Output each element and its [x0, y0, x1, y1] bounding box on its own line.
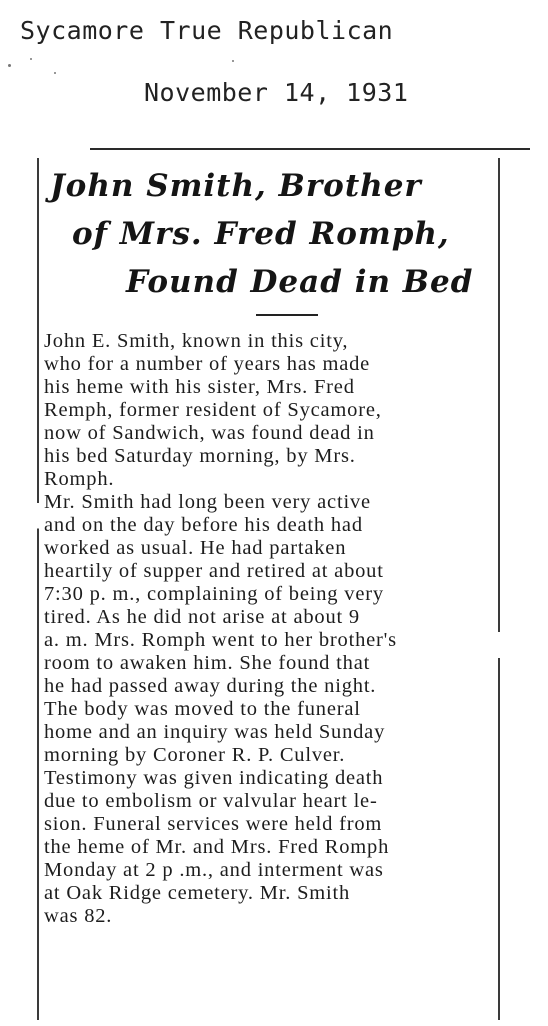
text-line: his heme with his sister, Mrs. Fred [44, 376, 355, 398]
text-line: a. m. Mrs. Romph went to her brother's [44, 629, 397, 651]
text-line: John E. Smith, known in this city, [44, 330, 349, 352]
text-line: Testimony was given indicating death [44, 767, 384, 789]
scan-speck [232, 60, 234, 62]
text-line: Romph. [44, 468, 115, 490]
text-line: morning by Coroner R. P. Culver. [44, 744, 346, 766]
text-line: the heme of Mr. and Mrs. Fred Romph [44, 836, 390, 858]
headline [44, 162, 496, 306]
newspaper-name: Sycamore True Republican [20, 16, 394, 45]
text-line: and on the day before his death had [44, 514, 363, 536]
text-line: The body was moved to the funeral [44, 698, 361, 720]
headline-line: Found Dead in Bed [126, 264, 474, 300]
text-line: home and an inquiry was held Sunday [44, 721, 386, 743]
scan-speck [54, 72, 56, 74]
text-line: was 82. [44, 905, 113, 927]
top-rule [90, 148, 530, 150]
text-line: due to embolism or valvular heart le- [44, 790, 378, 812]
scan-speck [30, 58, 32, 60]
text-line: room to awaken him. She found that [44, 652, 371, 674]
text-line: at Oak Ridge cemetery. Mr. Smith [44, 882, 351, 904]
headline-divider [256, 314, 318, 316]
publication-date: November 14, 1931 [144, 78, 409, 107]
article-paragraph [44, 491, 504, 928]
text-line: Remph, former resident of Sycamore, [44, 399, 382, 421]
text-line: he had passed away during the night. [44, 675, 377, 697]
text-line: sion. Funeral services were held from [44, 813, 383, 835]
text-line: his bed Saturday morning, by Mrs. [44, 445, 356, 467]
text-line: worked as usual. He had partaken [44, 537, 347, 559]
text-line: heartily of supper and retired at about [44, 560, 384, 582]
text-line: Monday at 2 p .m., and interment was [44, 859, 384, 881]
article-body [44, 330, 504, 928]
headline-line: John Smith, Brother [50, 168, 422, 204]
newspaper-clipping [30, 148, 506, 1018]
column-border-left [37, 158, 39, 1020]
text-line: who for a number of years has made [44, 353, 371, 375]
article-paragraph [44, 330, 504, 491]
text-line: Mr. Smith had long been very active [44, 491, 371, 513]
scan-speck [8, 64, 11, 67]
text-line: now of Sandwich, was found dead in [44, 422, 375, 444]
headline-line: of Mrs. Fred Romph, [72, 216, 450, 252]
text-line: tired. As he did not arise at about 9 [44, 606, 360, 628]
text-line: 7:30 p. m., complaining of being very [44, 583, 384, 605]
